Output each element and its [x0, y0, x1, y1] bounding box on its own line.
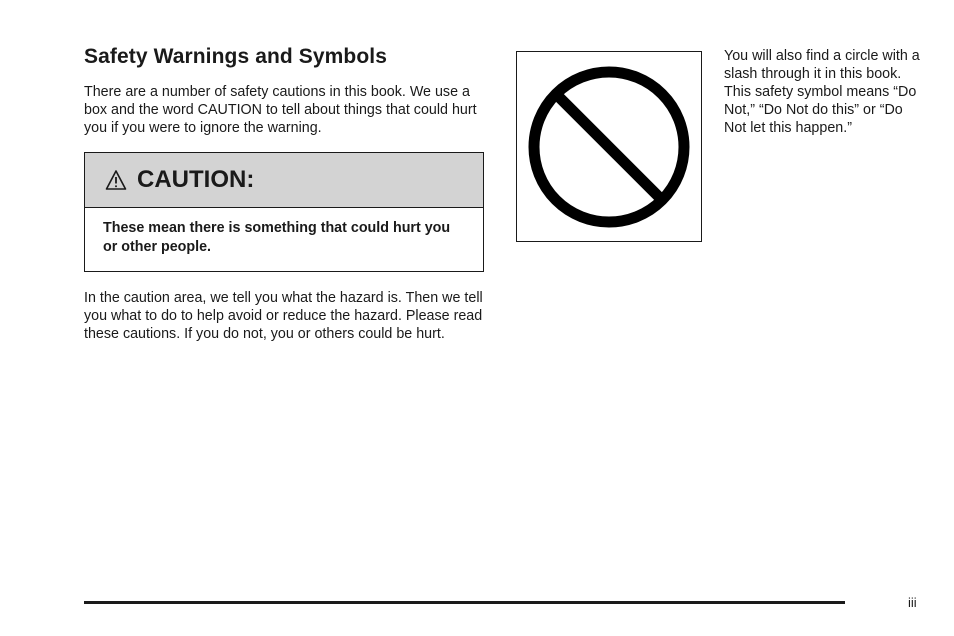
- caution-explanation: In the caution area, we tell you what the hazard is. Then we tell you what to do to help avoid or reduce the hazard. Please read these cautions. If you do not, you or others could be hurt.: [84, 290, 483, 342]
- warning-triangle-icon: [105, 169, 127, 191]
- intro-paragraph: There are a number of safety cautions in this book. We use a box and the word CAUTION to tell about things that could hurt you if you were to ignore the warning.: [84, 84, 477, 136]
- caution-body: These mean there is something that could hurt you or other people.: [103, 220, 451, 255]
- page-number: iii: [908, 595, 917, 610]
- caution-label: CAUTION:: [137, 166, 255, 193]
- caution-box: [84, 152, 484, 272]
- do-not-symbol-box: [516, 51, 702, 242]
- circle-slash-icon: [517, 52, 700, 240]
- caution-header: [85, 153, 483, 208]
- section-title: Safety Warnings and Symbols: [84, 45, 387, 68]
- footer-rule: [84, 601, 845, 604]
- symbol-description: You will also find a circle with a slash through it in this book. This safety symbol means “Do Not,” “Do Not do this” or “Do Not let this happen.”: [724, 48, 920, 136]
